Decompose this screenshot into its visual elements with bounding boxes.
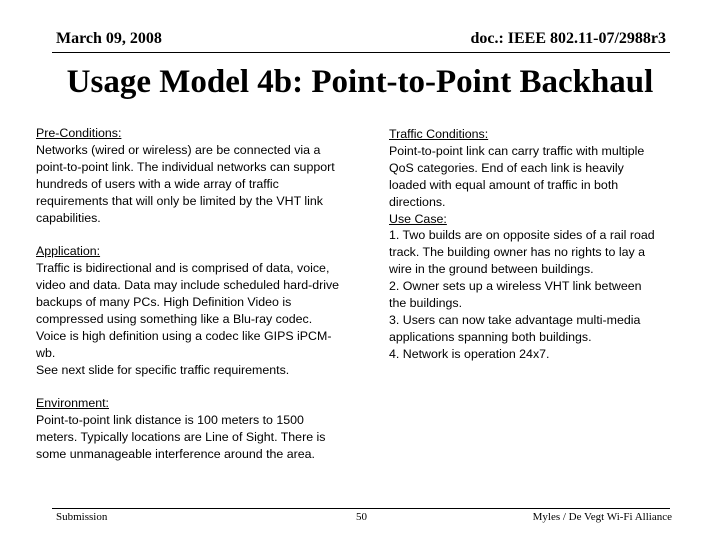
environment-line: Point-to-point link distance is 100 meters to 1500 bbox=[36, 413, 304, 428]
usecase-heading: Use Case: bbox=[389, 211, 447, 226]
traffic-line: Point-to-point link can carry traffic with multiple bbox=[389, 143, 645, 158]
usecase-line: the buildings. bbox=[389, 296, 463, 311]
application-line: video and data. Data may include scheduled hard-drive bbox=[36, 278, 340, 293]
traffic-line: QoS categories. End of each link is heavily bbox=[389, 160, 624, 175]
footer-rule bbox=[52, 508, 670, 509]
usecase-line: 3. Users can now take advantage multi-media bbox=[389, 312, 641, 327]
slide-title: Usage Model 4b: Point-to-Point Backhaul bbox=[66, 64, 654, 100]
header-date: March 09, 2008 bbox=[56, 30, 162, 47]
environment-heading: Environment: bbox=[36, 396, 110, 411]
header-doc-id: doc.: IEEE 802.11-07/2988r3 bbox=[470, 30, 666, 47]
traffic-line: loaded with equal amount of traffic in both bbox=[389, 177, 619, 192]
environment-line: meters. Typically locations are Line of Sight. There is bbox=[36, 430, 326, 445]
usecase-line: wire in the ground between buildings. bbox=[389, 262, 594, 277]
usecase-line: track. The building owner has no rights to lay a bbox=[389, 245, 645, 260]
preconditions-line: Networks (wired or wireless) are be connected via a bbox=[36, 142, 321, 157]
application-line: compressed using something like a Blu-ray codec. bbox=[36, 311, 313, 326]
usecase-line: applications spanning both buildings. bbox=[389, 329, 592, 344]
usecase-line: 4. Network is operation 24x7. bbox=[389, 346, 550, 361]
preconditions-line: requirements that will only be limited by the VHT link bbox=[36, 193, 323, 208]
footer-submission: Submission bbox=[56, 511, 108, 523]
footer-page-number: 50 bbox=[356, 511, 367, 523]
spacer bbox=[36, 226, 386, 243]
application-line: Voice is high definition using a codec like GIPS iPCM- bbox=[36, 328, 332, 343]
traffic-line: directions. bbox=[389, 194, 446, 209]
application-line: wb. bbox=[36, 345, 56, 360]
application-line: backups of many PCs. High Definition Video is bbox=[36, 295, 292, 310]
right-column bbox=[389, 126, 701, 363]
preconditions-heading: Pre-Conditions: bbox=[36, 126, 122, 140]
preconditions-line: point-to-point link. The individual networks can support bbox=[36, 159, 335, 174]
header-rule bbox=[52, 52, 670, 53]
spacer bbox=[36, 379, 386, 396]
preconditions-line: hundreds of users with a wide array of traffic bbox=[36, 176, 279, 191]
left-column bbox=[36, 125, 386, 463]
application-line: Traffic is bidirectional and is comprised of data, voice, bbox=[36, 261, 330, 276]
environment-line: some unmanageable interference around the area. bbox=[36, 447, 315, 462]
usecase-line: 2. Owner sets up a wireless VHT link between bbox=[389, 279, 642, 294]
preconditions-line: capabilities. bbox=[36, 210, 101, 225]
application-line: See next slide for specific traffic requirements. bbox=[36, 362, 290, 377]
application-heading: Application: bbox=[36, 244, 101, 259]
traffic-heading: Traffic Conditions: bbox=[389, 127, 489, 141]
usecase-line: 1. Two builds are on opposite sides of a rail road bbox=[389, 228, 655, 243]
footer-authors: Myles / De Vegt Wi-Fi Alliance bbox=[532, 511, 672, 523]
